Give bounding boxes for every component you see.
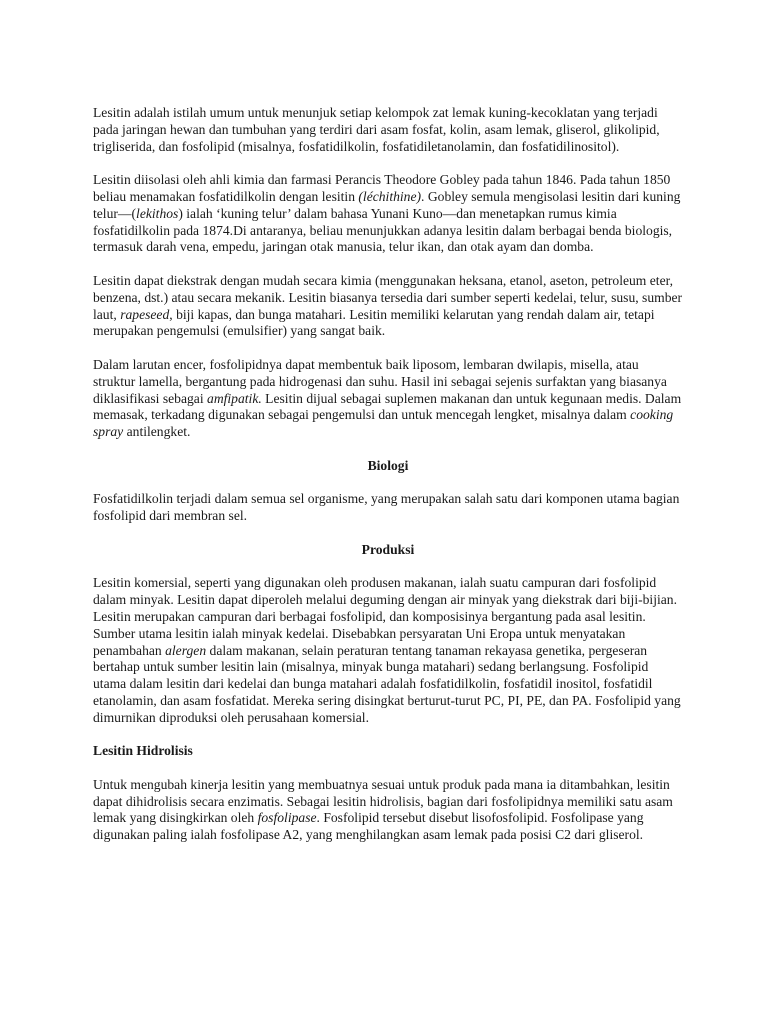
paragraph-lesitin-definition: Lesitin adalah istilah umum untuk menunjuk setiap kelompok zat lemak kuning-kecoklatan yang terjadi pada jaringan hewan dan tumbuhan yang terdiri dari asam fosfat, kolin, asam lemak, gliserol, glikolipid, trigliserida, dan fosfolipid (misalnya, fosfatidilkolin, fosfatidiletanolamin, dan fosfatidilinositol).: [93, 105, 660, 154]
paragraph-lesitin-solution: Dalam larutan encer, fosfolipidnya dapat membentuk baik liposom, lembaran dwilapis, misella, atau struktur lamella, bergantung pada hidrogenasi dan suhu. Hasil ini sebagai sejenis surfaktan yang biasanya diklasifikasi sebagai amfipatik. Lesitin dijual sebagai suplemen makanan dan untuk kegunaan medis. Dalam memasak, terkadang digunakan sebagai pengemulsi dan untuk mencegah lengket, misalnya dalam cooking spray antilengket.: [93, 356, 682, 440]
document-body: [93, 105, 683, 861]
paragraph-produksi: Lesitin komersial, seperti yang digunakan oleh produsen makanan, ialah suatu campuran dari fosfolipid dalam minyak. Lesitin dapat diperoleh melalui deguming dengan air minyak yang diekstrak dari biji-bijian. Lesitin merupakan campuran dari berbagai fosfolipid, dan komposisinya bergantung pada asal lesitin. Sumber utama lesitin ialah minyak kedelai. Disebabkan persyaratan Uni Eropa untuk menyatakan penambahan alergen dalam makanan, selain peraturan tentang tanaman rekayasa genetika, pergeseran bertahap untuk sumber lesitin lain (misalnya, minyak bunga matahari) sedang berlangsung. Fosfolipid utama dalam lesitin dari kedelai dan bunga matahari adalah fosfatidilkolin, fosfatidil inositol, fosfatidil etanolamin, dan asam fosfatidat. Mereka sering disingkat berturut-turut PC, PI, PE, dan PA. Fosfolipid yang dimurnikan diproduksi oleh perusahaan komersial.: [93, 575, 681, 725]
heading-biologi: Biologi: [367, 457, 409, 473]
paragraph-lesitin-history: Lesitin diisolasi oleh ahli kimia dan farmasi Perancis Theodore Gobley pada tahun 1846. Pada tahun 1850 beliau menamakan fosfatidilkolin dengan lesitin (léchithine). Gobley semula mengisolasi lesitin dari kuning telur—(lekithos) ialah ‘kuning telur’ dalam bahasa Yunani Kuno—dan menetapkan rumus kimia fosfatidilkolin pada 1874.Di antaranya, beliau menunjukkan adanya lesitin dalam berbagai benda biologis, termasuk darah vena, empedu, jaringan otak manusia, telur ikan, dan otak ayam dan domba.: [93, 172, 681, 255]
heading-produksi: Produksi: [361, 541, 415, 557]
paragraph-biologi: Fosfatidilkolin terjadi dalam semua sel organisme, yang merupakan salah satu dari komponen utama bagian fosfolipid dari membran sel.: [93, 491, 680, 524]
paragraph-lesitin-extraction: Lesitin dapat diekstrak dengan mudah secara kimia (menggunakan heksana, etanol, aseton, petroleum eter, benzena, dst.) atau secara mekanik. Lesitin biasanya tersedia dari sumber seperti kedelai, telur, susu, sumber laut, rapeseed, biji kapas, dan bunga matahari. Lesitin memiliki kelarutan yang rendah dalam air, tetapi merupakan pengemulsi (emulsifier) yang sangat baik.: [93, 272, 683, 339]
heading-lesitin-hidrolisis: Lesitin Hidrolisis: [93, 743, 193, 759]
paragraph-hidrolisis: Untuk mengubah kinerja lesitin yang membuatnya sesuai untuk produk pada mana ia ditambahkan, lesitin dapat dihidrolisis secara enzimatis. Sebagai lesitin hidrolisis, bagian dari fosfolipidnya memiliki satu asam lemak yang disingkirkan oleh fosfolipase. Fosfolipid tersebut disebut lisofosfolipid. Fosfolipase yang digunakan paling ialah fosfolipase A2, yang menghilangkan asam lemak pada posisi C2 dari gliserol.: [93, 776, 673, 843]
